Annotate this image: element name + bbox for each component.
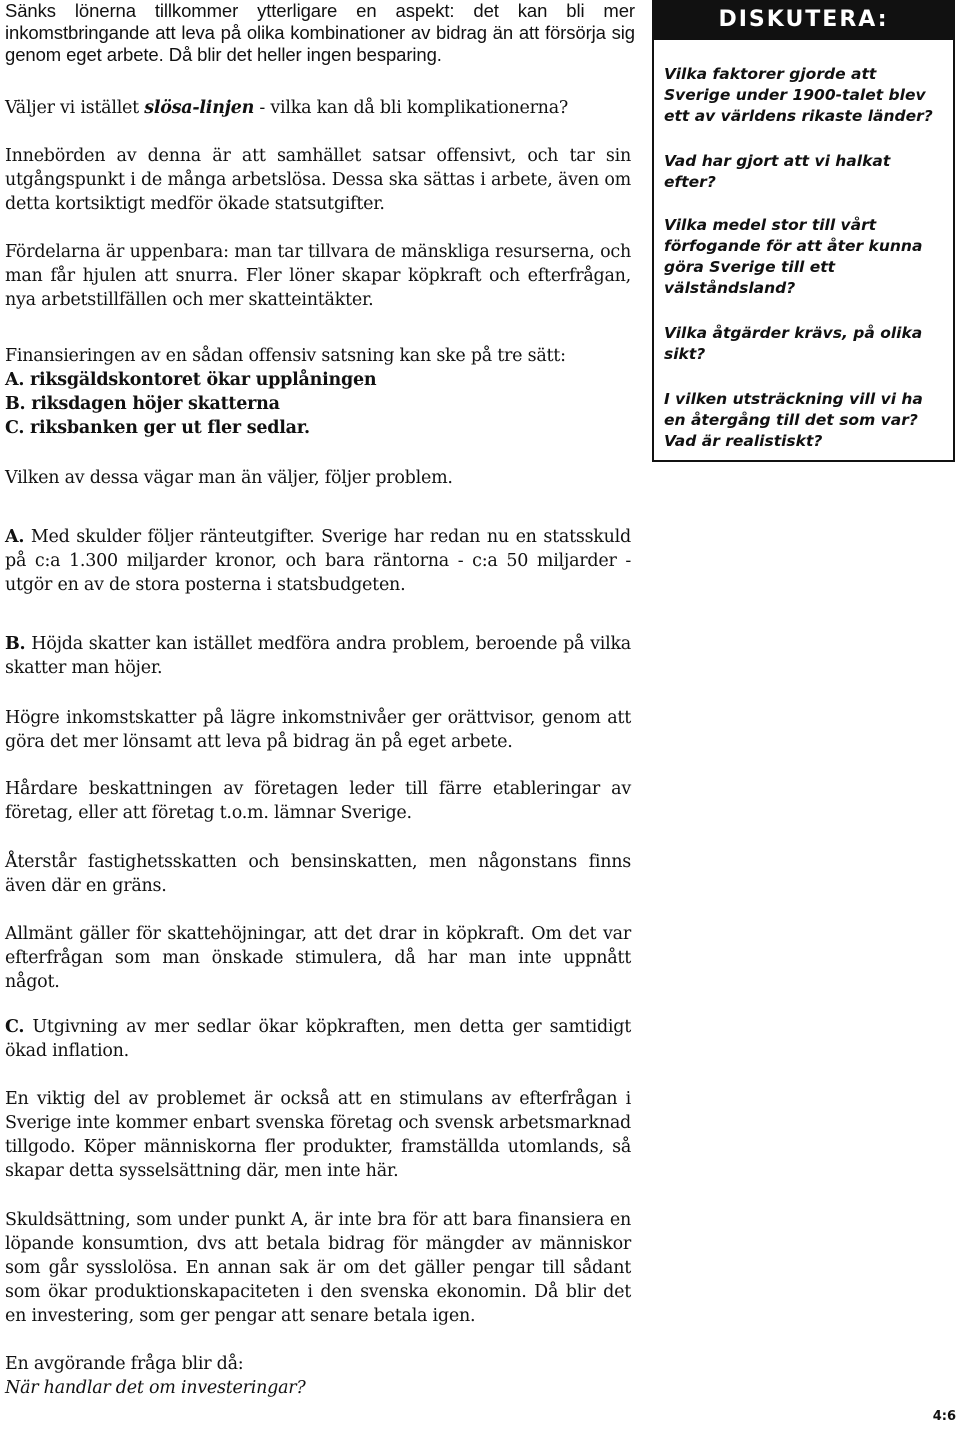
innebord-paragraph: Innebörden av denna är att samhället satsar offensivt, och tar sin utgångspunkt i de många arbetslösa. Dessa ska sättas i arbete, även om detta kortsiktigt medför ökade statsutgifter. bbox=[5, 146, 631, 214]
intro-paragraph: Sänks lönerna tillkommer ytterligare en aspekt: det kan bli mer inkomstbringande att leva på olika kombinationer av bidrag än att försörja sig genom eget arbete. Då blir det heller ingen besparing. bbox=[5, 0, 635, 65]
page-number: 4:6 bbox=[932, 1409, 956, 1424]
allmant-paragraph: Allmänt gäller för skattehöjningar, att det drar in köpkraft. Om det var efterfrågan som man önskade stimulera, då har man inte uppnått något. bbox=[5, 924, 631, 992]
section-b-paragraph bbox=[5, 632, 631, 680]
discussion-box bbox=[652, 0, 955, 462]
hardare-paragraph: Hårdare beskattningen av företagen leder till färre etableringar av företag, eller att företag t.o.m. lämnar Sverige. bbox=[5, 779, 631, 823]
financing-option-c: C. riksbanken ger ut fler sedlar. bbox=[5, 418, 310, 438]
section-c-paragraph bbox=[5, 1015, 631, 1063]
slosa-question bbox=[5, 96, 645, 120]
slosa-emphasis: slösa-linjen bbox=[144, 98, 255, 118]
skuld-paragraph: Skuldsättning, som under punkt A, är inte bra för att bara finansiera en löpande konsumtion, dvs att betala bidrag för mängder av människor som går sysslolösa. En annan sak är om det gäller pengar till sådant som ökar produktionskapaciteten i den svenska ekonomin. Då blir det en investering, som ger pengar att senare betala igen. bbox=[5, 1210, 631, 1326]
final-block bbox=[5, 1352, 645, 1400]
section-a-paragraph bbox=[5, 525, 631, 597]
slosa-suffix: - vilka kan då bli komplikationerna? bbox=[254, 98, 569, 118]
final-lead: En avgörande fråga blir då: bbox=[5, 1354, 244, 1374]
financing-option-a: A. riksgäldskontoret ökar upplåningen bbox=[5, 370, 377, 390]
section-c-letter: C. bbox=[5, 1017, 25, 1037]
viktig-paragraph: En viktig del av problemet är också att en stimulans av efterfrågan i Sverige inte kommer enbart svenska företag och svensk arbetsmarknad tillgodo. Köper människorna fler produkter, framställda utomlands, så skapar detta sysselsättning där, men inte här. bbox=[5, 1089, 631, 1181]
discussion-question-5: I vilken utsträckning vill vi ha en återgång till det som var? Vad är realistiskt? bbox=[664, 390, 923, 450]
financing-lead: Finansieringen av en sådan offensiv satsning kan ske på tre sätt: bbox=[5, 346, 566, 366]
discussion-question-4: Vilka åtgärder krävs, på olika sikt? bbox=[664, 324, 923, 363]
discussion-title: DISKUTERA: bbox=[654, 0, 953, 40]
discussion-question-2: Vad har gjort att vi halkat efter? bbox=[664, 152, 891, 191]
financing-option-b: B. riksdagen höjer skatterna bbox=[5, 394, 280, 414]
section-c-text: Utgivning av mer sedlar ökar köpkraften, men detta ger samtidigt ökad inflation. bbox=[5, 1017, 631, 1061]
discussion-question-1: Vilka faktorer gjorde att Sverige under 1900-talet blev ett av världens rikaste länder? bbox=[664, 65, 933, 125]
financing-block bbox=[5, 344, 645, 440]
section-b-text: Höjda skatter kan istället medföra andra problem, beroende på vilka skatter man höjer. bbox=[5, 634, 631, 678]
section-b-letter: B. bbox=[5, 634, 26, 654]
section-a-text: Med skulder följer ränteutgifter. Sverige har redan nu en statsskuld på c:a 1.300 miljarder kronor, och bara räntorna - c:a 50 miljarder - utgör en av de stora posterna i statsbudgeten. bbox=[5, 527, 631, 595]
vilken-paragraph: Vilken av dessa vägar man än väljer, följer problem. bbox=[5, 468, 453, 488]
section-a-letter: A. bbox=[5, 527, 25, 547]
hogre-paragraph: Högre inkomstskatter på lägre inkomstnivåer ger orättvisor, genom att göra det mer lönsamt att leva på bidrag än på eget arbete. bbox=[5, 708, 631, 752]
final-question: När handlar det om investeringar? bbox=[5, 1378, 306, 1398]
fordelar-paragraph: Fördelarna är uppenbara: man tar tillvara de mänskliga resurserna, och man får hjulen att snurra. Fler löner skapar köpkraft och efterfrågan, nya arbetstillfällen och mer skatteintäkter. bbox=[5, 242, 631, 310]
aterstar-paragraph: Återstår fastighetsskatten och bensinskatten, men någonstans finns även där en gräns. bbox=[5, 852, 631, 896]
slosa-prefix: Väljer vi istället bbox=[5, 98, 145, 118]
discussion-question-3: Vilka medel stor till vårt förfogande för att åter kunna göra Sverige till ett välståndsland? bbox=[664, 216, 923, 297]
